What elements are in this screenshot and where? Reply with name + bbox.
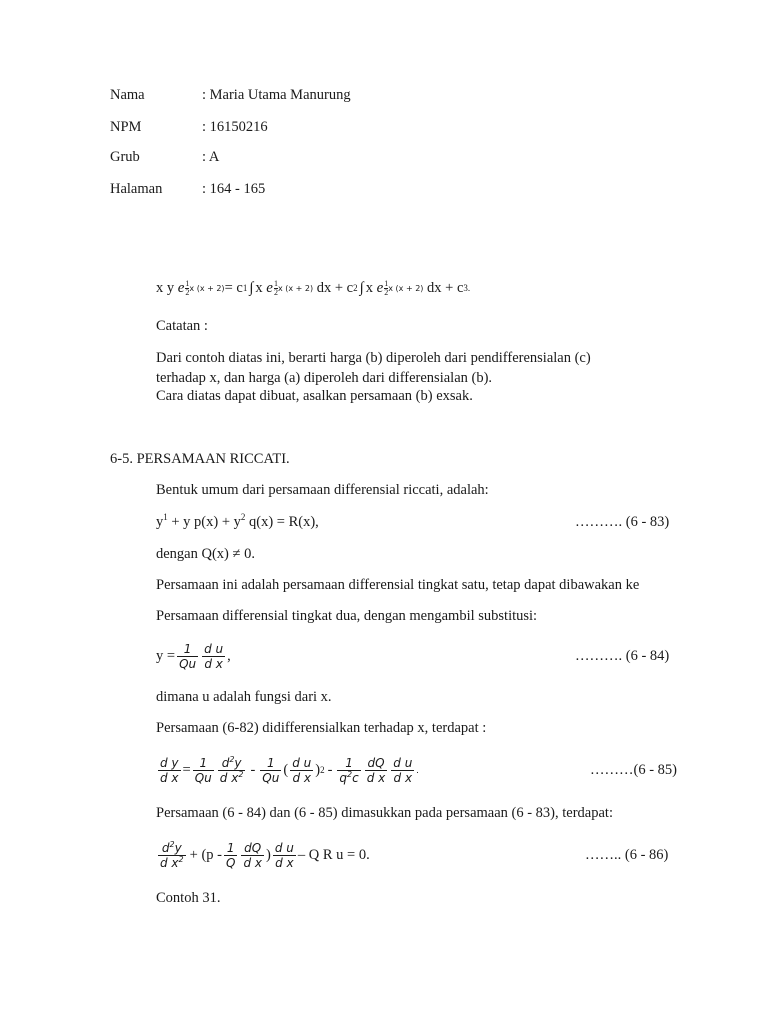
equation-6-85: $\frac{\text{d y}}{\text{d x}}$ = $\frac{1}{Qu}$ $\frac{d^2y}{d x^2}$ - $\frac{1}{Qu}$ ( $\frac{\text{d u}}{\text{d x}}$ ) 2 - $\frac{1}{q^2c}$ $\frac{dQ}{\text{d x}}$ $\frac{\text{d u}}{\text{d x}}$ . [160, 754, 419, 785]
paragraph-4: Persamaan (6 - 84) dan (6 - 85) dimasukkan pada persamaan (6 - 83), terdapat: [156, 805, 613, 821]
integral-sign-2: ∫ [359, 279, 364, 296]
equation-ref-6-83: ………. (6 - 83) [575, 514, 670, 530]
eq83-y: y [156, 514, 164, 530]
equation-6-86 [156, 836, 370, 874]
eq-top-exp3-tail: x (x + 2) [388, 283, 424, 293]
eq-top-e3: e [376, 279, 384, 296]
eq85-frac-d2y-dx2: $\frac{d^2y}{d x^2}$ [219, 754, 244, 785]
eq85-equals: = [182, 761, 191, 778]
eq-top-exp2-tail: x (x + 2) [277, 283, 314, 293]
catatan-line-3: Cara diatas dapat dibuat, asalkan persamaan (b) exsak. [156, 388, 473, 404]
equation-top: x y e 1 2 x (x + 2) = c 1 ∫ x e 1 2 x (x + 2) dx + c 2 ∫ x e 1 2 x (x + 2) dx + c 3. [156, 278, 471, 297]
catatan-title: Catatan : [156, 318, 208, 334]
eq-top-e1: e [177, 279, 185, 296]
eq85-paren-open: ( [283, 761, 289, 778]
eq86-frac-du-dx: $\frac{\text{d u}}{\text{d x}}$ [274, 840, 294, 870]
field-label-npm: NPM [110, 119, 142, 135]
condition-text: dengan Q(x) ≠ 0. [156, 546, 255, 562]
eq-top-dx-c2: dx + c [316, 279, 354, 296]
eq85-frac-1-qu-b: $\frac{1}{Qu}$ [262, 755, 280, 785]
eq-top-exp3-frac: 1 2 [384, 278, 389, 297]
eq-top-exp2-frac: 1 2 [273, 278, 278, 297]
eq84-lhs: y = [156, 647, 176, 664]
eq85-frac-du-dx: $\frac{\text{d u}}{\text{d x}}$ [292, 755, 312, 785]
equation-6-84 [156, 637, 231, 675]
section-intro: Bentuk umum dari persamaan differensial riccati, adalah: [156, 482, 489, 498]
field-value-nama: : Maria Utama Manurung [202, 87, 351, 103]
eq83-tail: q(x) = R(x), [249, 514, 319, 530]
eq85-frac-dq-dx: $\frac{dQ}{\text{d x}}$ [366, 755, 386, 785]
eq84-tail: , [227, 647, 231, 664]
eq84-frac-2: $\frac{\text{d u}}{\text{d x}}$ [204, 641, 224, 671]
catatan-line-2: terhadap x, dan harga (a) diperoleh dari differensialan (b). [156, 370, 493, 386]
eq83-mid: + y p(x) + y [171, 514, 241, 530]
field-label-grub: Grub [110, 149, 140, 165]
eq-top-exp1-frac: 1 2 [185, 278, 190, 297]
equation-ref-6-86: …….. (6 - 86) [585, 847, 669, 863]
field-value-halaman: : 164 - 165 [202, 181, 266, 197]
eq85-minus-2: - [327, 761, 333, 778]
section-title: 6-5. PERSAMAAN RICCATI. [110, 451, 290, 467]
integral-sign-1: ∫ [249, 279, 254, 296]
eq86-mid: + (p - [189, 846, 222, 863]
eq85-minus-1: - [250, 761, 256, 778]
where-text: dimana u adalah fungsi dari x. [156, 689, 332, 705]
eq-top-lhs: x y [156, 279, 175, 296]
field-label-halaman: Halaman [110, 181, 163, 197]
field-value-npm: : 16150216 [202, 119, 268, 135]
eq-top-eq-c1: = c [224, 279, 243, 296]
contoh-label: Contoh 31. [156, 890, 221, 906]
paragraph-2: Persamaan differensial tingkat dua, dengan mengambil substitusi: [156, 608, 538, 624]
field-value-grub: : A [202, 149, 220, 165]
eq85-frac-1-q2c: $\frac{1}{q^2c}$ [339, 755, 359, 785]
eq86-tail: – Q R u = 0. [297, 846, 370, 863]
eq85-frac-du-dx-b: $\frac{\text{d u}}{\text{d x}}$ [393, 755, 413, 785]
eq-top-x2: x [365, 279, 373, 296]
eq86-frac-d2y-dx2: $\frac{d^2y}{d x^2}$ [160, 839, 184, 870]
equation-6-83 [156, 514, 319, 531]
eq-top-e2: e [266, 279, 273, 296]
eq83-y2-sup: 2 [240, 512, 246, 523]
eq-top-x1: x [255, 279, 263, 296]
eq86-frac-1-q: $\frac{1}{Q}$ [225, 840, 236, 870]
eq83-y-sup: 1 [163, 512, 168, 523]
eq85-frac-dy-dx: $\frac{\text{d y}}{\text{d x}}$ [160, 755, 179, 785]
eq85-frac-1-qu: $\frac{1}{Qu}$ [194, 755, 212, 785]
field-label-nama: Nama [110, 87, 145, 103]
eq-top-dx-c3: dx + c [427, 279, 464, 296]
eq86-frac-dq-dx: $\frac{dQ}{\text{d x}}$ [243, 840, 262, 870]
paragraph-3: Persamaan (6-82) didifferensialkan terhadap x, terdapat : [156, 720, 487, 736]
eq85-dot: . [416, 765, 419, 775]
eq86-paren-close: ) [265, 846, 271, 863]
eq84-frac-1: $\frac{1}{Qu}$ [179, 641, 197, 671]
equation-ref-6-85: ………(6 - 85) [590, 762, 677, 778]
catatan-line-1: Dari contoh diatas ini, berarti harga (b) diperoleh dari pendifferensialan (c) [156, 350, 591, 366]
eq85-paren-close: ) [315, 761, 321, 778]
equation-ref-6-84: ………. (6 - 84) [575, 648, 670, 664]
eq-top-exp1-tail: x (x + 2) [189, 283, 225, 293]
paragraph-1: Persamaan ini adalah persamaan differensial tingkat satu, tetap dapat dibawakan ke [156, 577, 640, 593]
